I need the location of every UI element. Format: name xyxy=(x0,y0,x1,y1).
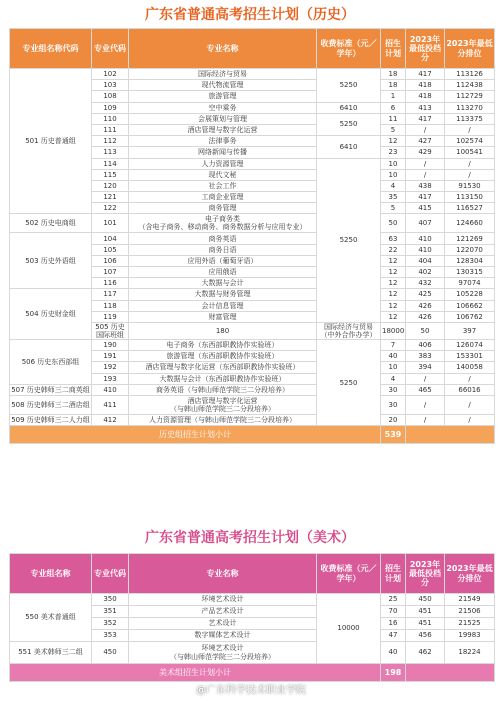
min-rank-cell: 21549 xyxy=(445,594,495,606)
min-score-cell: 417 xyxy=(406,192,445,203)
min-rank-cell: 153301 xyxy=(445,351,495,362)
major-code-cell: 118 xyxy=(92,300,129,311)
subtotal-row xyxy=(10,426,495,444)
major-code-cell: 122 xyxy=(92,203,129,214)
col-min-rank: 2023年最低分排位 xyxy=(445,554,495,594)
min-rank-cell: 21506 xyxy=(445,606,495,618)
plan-cell: 4 xyxy=(381,373,406,384)
min-rank-cell: 121269 xyxy=(445,233,495,244)
major-name-cell: 工商企业管理 xyxy=(129,192,317,203)
major-name-cell: 国际经济与贸易（中外合作办学） xyxy=(317,322,381,339)
min-score-cell: 402 xyxy=(406,267,445,278)
min-score-cell: 417 xyxy=(406,69,445,80)
major-name-cell: 商务管理 xyxy=(129,203,317,214)
min-score-cell: 410 xyxy=(406,233,445,244)
min-rank-cell: 21525 xyxy=(445,618,495,630)
header-row xyxy=(10,29,495,69)
min-rank-cell: 112729 xyxy=(445,91,495,102)
plan-cell: 50 xyxy=(381,214,406,233)
fee-cell: 10000 xyxy=(317,594,381,664)
major-name-cell: 旅游管理 xyxy=(129,91,317,102)
min-score-cell: 427 xyxy=(406,136,445,147)
major-code-cell: 116 xyxy=(92,278,129,289)
min-rank-cell: 100541 xyxy=(445,147,495,158)
min-rank-cell: 18224 xyxy=(445,642,495,664)
min-rank-cell: 113126 xyxy=(445,69,495,80)
min-rank-cell: 105228 xyxy=(445,289,495,300)
min-rank-cell: / xyxy=(445,169,495,180)
min-score-cell: 438 xyxy=(406,180,445,191)
table-row xyxy=(10,594,495,606)
min-rank-cell: 113150 xyxy=(445,192,495,203)
plan-cell: 23 xyxy=(381,147,406,158)
min-score-cell: 451 xyxy=(406,618,445,630)
col-major: 专业名称 xyxy=(129,554,317,594)
major-code-cell: 351 xyxy=(92,606,129,618)
major-code-cell: 117 xyxy=(92,289,129,300)
min-score-cell: 383 xyxy=(406,351,445,362)
min-score-cell: 394 xyxy=(406,362,445,373)
col-fee: 收费标准（元／学年） xyxy=(317,29,381,69)
plan-cell: 22 xyxy=(381,244,406,255)
table-row xyxy=(10,414,495,425)
table-row xyxy=(10,69,495,80)
fee-cell: 5250 xyxy=(317,158,381,322)
major-code-cell: 193 xyxy=(92,373,129,384)
plan-cell: 35 xyxy=(381,192,406,203)
major-code-cell: 120 xyxy=(92,180,129,191)
group-name-cell: 507 历史韩师三二商英组 xyxy=(11,385,90,394)
min-rank-cell: 124660 xyxy=(445,214,495,233)
min-rank-cell: / xyxy=(445,373,495,384)
plan-cell: 5 xyxy=(381,124,406,135)
plan-cell: 47 xyxy=(381,630,406,642)
major-name-cell: 现代文秘 xyxy=(129,169,317,180)
min-score-cell: 450 xyxy=(406,594,445,606)
table-row xyxy=(10,214,495,233)
major-code-cell: 113 xyxy=(92,147,129,158)
major-code-cell: 112 xyxy=(92,136,129,147)
major-name-cell: 法律事务 xyxy=(129,136,317,147)
major-name-cell: 空中乘务 xyxy=(129,102,317,113)
table-row xyxy=(10,340,495,351)
major-name-cell: 网络新闻与传播 xyxy=(129,147,317,158)
major-name-cell: 电子商务（东西部职教协作实验班） xyxy=(129,340,317,351)
plan-cell: 5 xyxy=(381,203,406,214)
min-rank-cell: 106762 xyxy=(445,311,495,322)
major-name-cell: 会展策划与管理 xyxy=(129,113,317,124)
plan-cell: 10 xyxy=(381,362,406,373)
min-score-cell: 417 xyxy=(406,113,445,124)
group-name-cell: 508 历史韩师三二酒店组 xyxy=(10,395,92,414)
subtotal-label: 历史组招生计划小计 xyxy=(10,426,381,444)
plan-cell: 30 xyxy=(381,384,406,395)
major-name-cell: 应用外语（葡萄牙语） xyxy=(129,255,317,266)
major-code-cell: 410 xyxy=(92,384,129,395)
group-name-cell: 551 美术韩师三二组 xyxy=(10,642,92,664)
plan-cell: 7 xyxy=(381,340,406,351)
min-score-cell: / xyxy=(406,124,445,135)
major-code-cell: 190 xyxy=(92,340,129,351)
plan-cell: 12 xyxy=(381,267,406,278)
major-code-cell: 102 xyxy=(92,69,129,80)
min-rank-cell: / xyxy=(445,158,495,169)
major-name-cell: 数字媒体艺术设计 xyxy=(129,630,317,642)
min-rank-cell: / xyxy=(445,124,495,135)
plan-cell: 12 xyxy=(381,255,406,266)
min-rank-cell: 130315 xyxy=(445,267,495,278)
min-score-cell: 456 xyxy=(406,630,445,642)
min-score-cell: 465 xyxy=(406,384,445,395)
plan-cell: 50 xyxy=(406,322,445,339)
major-name-cell: 酒店管理与数字化运营（东西部职教协作实验班） xyxy=(129,362,317,373)
major-name-cell: 应用俄语 xyxy=(129,267,317,278)
min-score-cell: / xyxy=(406,158,445,169)
plan-cell: 11 xyxy=(381,113,406,124)
group-name-cell: 504 历史财金组 xyxy=(10,289,92,340)
min-score-cell: 432 xyxy=(406,278,445,289)
min-rank-cell: 102574 xyxy=(445,136,495,147)
min-rank-cell: 97074 xyxy=(445,278,495,289)
major-code-cell: 111 xyxy=(92,124,129,135)
min-score-cell: 404 xyxy=(406,255,445,266)
major-code-cell: 191 xyxy=(92,351,129,362)
min-score-cell: 397 xyxy=(445,322,495,339)
col-min-score: 2023年最低投档分 xyxy=(406,29,445,69)
history-plan-table xyxy=(9,28,495,444)
major-name-cell: 酒店管理与数字化运营 xyxy=(129,124,317,135)
plan-cell: 6 xyxy=(381,102,406,113)
major-code-cell: 352 xyxy=(92,618,129,630)
min-rank-cell: 122070 xyxy=(445,244,495,255)
major-code-cell: 105 xyxy=(92,244,129,255)
major-name-cell: 大数据与会计（东西部职教协作实验班） xyxy=(129,373,317,384)
min-rank-cell: 116527 xyxy=(445,203,495,214)
group-name-cell: 501 历史普通组 xyxy=(10,69,92,214)
col-code: 专业代码 xyxy=(92,554,129,594)
subtotal-row xyxy=(10,664,495,682)
plan-cell: 20 xyxy=(381,414,406,425)
min-score-cell: 462 xyxy=(406,642,445,664)
min-score-cell: 418 xyxy=(406,80,445,91)
major-code-cell: 110 xyxy=(92,113,129,124)
group-name-cell: 505 历史国际班组 xyxy=(92,322,129,339)
min-rank-cell: 126074 xyxy=(445,340,495,351)
table-row xyxy=(10,395,495,414)
major-name-cell: 人力资源管理 xyxy=(129,158,317,169)
plan-cell: 63 xyxy=(381,233,406,244)
plan-cell: 70 xyxy=(381,606,406,618)
min-score-cell: / xyxy=(406,373,445,384)
major-name-cell: 商务英语（与韩山师范学院三二分段培养） xyxy=(129,384,317,395)
plan-cell: 12 xyxy=(381,289,406,300)
min-rank-cell: 128304 xyxy=(445,255,495,266)
min-score-cell: 426 xyxy=(406,300,445,311)
plan-cell: 12 xyxy=(381,300,406,311)
major-code-cell: 192 xyxy=(92,362,129,373)
major-code-cell: 109 xyxy=(92,102,129,113)
fee-cell: 6410 xyxy=(317,136,381,158)
table-row xyxy=(10,642,495,664)
major-name-cell: 电子商务类 （含电子商务、移动商务、商务数据分析与应用专业） xyxy=(129,214,317,233)
major-name-cell: 旅游管理（东西部职教协作实验班） xyxy=(129,351,317,362)
min-rank-cell: 66016 xyxy=(445,384,495,395)
plan-cell: 40 xyxy=(381,351,406,362)
major-code-cell: 350 xyxy=(92,594,129,606)
major-code-cell: 106 xyxy=(92,255,129,266)
col-group: 专业组名称 xyxy=(10,554,92,594)
plan-cell: 10 xyxy=(381,169,406,180)
col-fee: 收费标准（元／学年） xyxy=(317,554,381,594)
art-plan-table xyxy=(9,553,495,682)
min-rank-cell: 106662 xyxy=(445,300,495,311)
major-name-cell: 酒店管理与数字化运营 （与韩山师范学院三二分段培养） xyxy=(129,395,317,414)
col-min-score: 2023年最低投档分 xyxy=(406,554,445,594)
major-code-cell: 119 xyxy=(92,311,129,322)
subtotal-value: 198 xyxy=(381,664,406,682)
major-name-cell: 大数据与财务管理 xyxy=(129,289,317,300)
major-name-cell: 商务英语 xyxy=(129,233,317,244)
min-score-cell: 415 xyxy=(406,203,445,214)
subtotal-blank xyxy=(406,426,495,444)
major-code-cell: 103 xyxy=(92,80,129,91)
group-name-cell: 506 历史东西部组 xyxy=(10,340,92,385)
major-name-cell: 商务日语 xyxy=(129,244,317,255)
min-score-cell: 410 xyxy=(406,244,445,255)
major-name-cell: 环境艺术设计 xyxy=(129,594,317,606)
fee-cell: 5250 xyxy=(317,113,381,135)
col-group: 专业组名称代码 xyxy=(10,29,92,69)
plan-cell: 10 xyxy=(381,158,406,169)
major-code-cell: 107 xyxy=(92,267,129,278)
major-name-cell: 人力资源管理（与韩山师范学院三二分段培养） xyxy=(129,414,317,425)
plan-cell: 12 xyxy=(381,136,406,147)
min-rank-cell: 140058 xyxy=(445,362,495,373)
major-code-cell: 115 xyxy=(92,169,129,180)
min-score-cell: / xyxy=(406,395,445,414)
major-name-cell: 现代物流管理 xyxy=(129,80,317,91)
col-plan: 招生计划 xyxy=(381,29,406,69)
major-code-cell: 101 xyxy=(92,214,129,233)
col-min-rank: 2023年最低分排位 xyxy=(445,29,495,69)
min-score-cell: 418 xyxy=(406,91,445,102)
plan-cell: 30 xyxy=(381,395,406,414)
major-name-cell: 大数据与会计 xyxy=(129,278,317,289)
min-score-cell: 451 xyxy=(406,606,445,618)
major-code-cell: 412 xyxy=(92,414,129,425)
min-score-cell: 426 xyxy=(406,311,445,322)
plan-cell: 16 xyxy=(381,618,406,630)
major-name-cell: 财富管理 xyxy=(129,311,317,322)
min-rank-cell: / xyxy=(445,395,495,414)
group-name-cell: 550 美术普通组 xyxy=(10,594,92,642)
plan-cell: 18 xyxy=(381,80,406,91)
major-code-cell: 104 xyxy=(92,233,129,244)
major-name-cell: 艺术设计 xyxy=(129,618,317,630)
watermark: @广东科学技术职业学院 xyxy=(196,685,306,696)
major-name-cell: 国际经济与贸易 xyxy=(129,69,317,80)
min-score-cell: / xyxy=(406,169,445,180)
plan-cell: 4 xyxy=(381,180,406,191)
min-score-cell: 406 xyxy=(406,340,445,351)
major-name-cell: 社会工作 xyxy=(129,180,317,191)
major-name-cell: 产品艺术设计 xyxy=(129,606,317,618)
history-title: 广东省普通高考招生计划（历史） xyxy=(145,7,355,23)
min-rank-cell: 19983 xyxy=(445,630,495,642)
col-code: 专业代码 xyxy=(92,29,129,69)
plan-cell: 12 xyxy=(381,311,406,322)
fee-cell: 5250 xyxy=(317,69,381,103)
group-name-cell: 502 历史电商组 xyxy=(10,214,92,233)
header-row xyxy=(10,554,495,594)
fee-cell: 5250 xyxy=(317,340,381,426)
plan-cell: 40 xyxy=(381,642,406,664)
major-code-cell: 121 xyxy=(92,192,129,203)
subtotal-value: 539 xyxy=(381,426,406,444)
major-code-cell: 353 xyxy=(92,630,129,642)
table-row xyxy=(10,233,495,244)
min-rank-cell: 113270 xyxy=(445,102,495,113)
table-row xyxy=(10,384,495,395)
min-rank-cell: 91530 xyxy=(445,180,495,191)
min-score-cell: 413 xyxy=(406,102,445,113)
fee-cell: 18000 xyxy=(381,322,406,339)
plan-cell: 18 xyxy=(381,69,406,80)
art-title: 广东省普通高考招生计划（美术） xyxy=(145,530,355,546)
group-name-cell: 509 历史韩师三二人力组 xyxy=(11,416,90,425)
subtotal-blank xyxy=(406,664,495,682)
min-rank-cell: 112438 xyxy=(445,80,495,91)
min-rank-cell: / xyxy=(445,414,495,425)
fee-cell: 6410 xyxy=(317,102,381,113)
major-code-cell: 180 xyxy=(129,322,317,339)
major-name-cell: 环境艺术设计 （与韩山师范学院三二分段培养） xyxy=(129,642,317,664)
min-score-cell: 407 xyxy=(406,214,445,233)
min-score-cell: 429 xyxy=(406,147,445,158)
plan-cell: 12 xyxy=(381,278,406,289)
major-code-cell: 450 xyxy=(92,642,129,664)
subtotal-label: 美术组招生计划小计 xyxy=(10,664,381,682)
group-name-cell: 503 历史外语组 xyxy=(10,233,92,289)
major-name-cell: 会计信息管理 xyxy=(129,300,317,311)
min-score-cell: / xyxy=(406,414,445,425)
major-code-cell: 108 xyxy=(92,91,129,102)
col-plan: 招生计划 xyxy=(381,554,406,594)
major-code-cell: 411 xyxy=(92,395,129,414)
plan-cell: 25 xyxy=(381,594,406,606)
table-row xyxy=(10,289,495,300)
major-code-cell: 114 xyxy=(92,158,129,169)
min-rank-cell: 113375 xyxy=(445,113,495,124)
min-score-cell: 425 xyxy=(406,289,445,300)
plan-cell: 1 xyxy=(381,91,406,102)
col-major: 专业名称 xyxy=(129,29,317,69)
